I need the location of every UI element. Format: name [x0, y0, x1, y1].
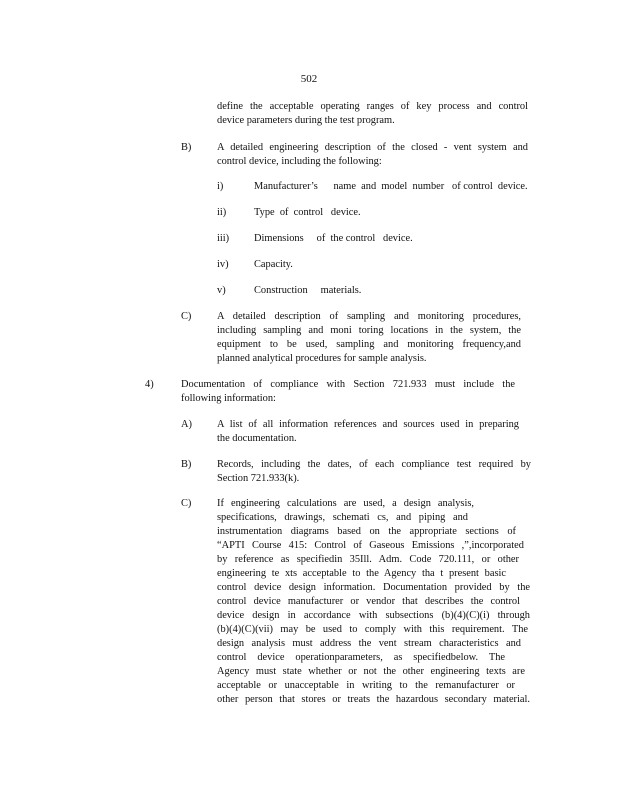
text-line: planned analytical procedures for sample analysis.	[217, 353, 427, 364]
text-line: (b)(4)(C)(vii) may be used to comply with this requirement. The	[217, 624, 528, 635]
text-line: control device design information. Documentation provided by the	[217, 582, 530, 593]
item-label-4: 4)	[145, 379, 154, 390]
text-line: If engineering calculations are used, a design analysis,	[217, 498, 474, 509]
text-line: device design in accordance with subsections (b)(4)(C)(i) through	[217, 610, 530, 621]
text-line: engineering te xts acceptable to the Agency tha t present basic	[217, 568, 506, 579]
subitem-label-iv: iv)	[217, 259, 229, 270]
text-line: equipment to be used, sampling and monitoring frequency,and	[217, 339, 521, 350]
paragraph-4a	[217, 418, 519, 446]
subitem-label-iii: iii)	[217, 233, 230, 244]
text-line: “APTI Course 415: Control of Gaseous Emissions ,”,incorporated	[217, 540, 524, 551]
text-line: Documentation of compliance with Section 721.933 must include the	[181, 379, 515, 390]
text-line: acceptable or unacceptable in writing to the remanufacturer or	[217, 680, 515, 691]
text-line: instrumentation diagrams based on the appropriate sections of	[217, 526, 516, 537]
paragraph-b	[217, 141, 528, 169]
text-line: control device operationparameters, as specifiedbelow. The	[217, 652, 505, 663]
paragraph-4b	[217, 458, 531, 486]
text-line: control device, including the following:	[217, 156, 382, 167]
page-number: 502	[300, 73, 318, 85]
subitem-text-ii: Type of control device.	[254, 207, 361, 218]
text-line: other person that stores or treats the hazardous secondary material.	[217, 694, 530, 705]
text-line: Section 721.933(k).	[217, 473, 300, 484]
text-line: control device manufacturer or vendor that describes the control	[217, 596, 520, 607]
text-line: A detailed engineering description of the closed - vent system and	[217, 142, 528, 153]
subitem-text-v: Construction materials.	[254, 285, 362, 296]
text-line: following information:	[181, 393, 276, 404]
item-label-4b: B)	[181, 459, 192, 470]
subitem-label-i: i)	[217, 181, 224, 192]
text-line: by reference as specifiedin 35Ill. Adm. Code 720.111, or other	[217, 554, 519, 565]
subitem-text-i: Manufacturer’s name and model number of control device.	[254, 181, 528, 192]
text-line: define the acceptable operating ranges of key process and control	[217, 101, 528, 112]
intro-paragraph	[217, 100, 528, 128]
paragraph-c	[217, 310, 521, 366]
paragraph-4c	[217, 497, 530, 707]
text-line: A list of all information references and sources used in preparing	[217, 419, 519, 430]
text-line: design analysis must address the vent stream characteristics and	[217, 638, 521, 649]
subitem-label-ii: ii)	[217, 207, 227, 218]
text-line: the documentation.	[217, 433, 297, 444]
subitem-text-iv: Capacity.	[254, 259, 293, 270]
item-label-b: B)	[181, 142, 192, 153]
text-line: device parameters during the test program.	[217, 115, 395, 126]
paragraph-4	[181, 378, 515, 406]
item-label-c: C)	[181, 311, 192, 322]
item-label-4a: A)	[181, 419, 192, 430]
text-line: A detailed description of sampling and monitoring procedures,	[217, 311, 521, 322]
text-line: Records, including the dates, of each compliance test required by	[217, 459, 531, 470]
subitem-text-iii: Dimensions of the control device.	[254, 233, 413, 244]
text-line: Agency must state whether or not the other engineering texts are	[217, 666, 525, 677]
text-line: specifications, drawings, schemati cs, and piping and	[217, 512, 468, 523]
item-label-4c: C)	[181, 498, 192, 509]
subitem-label-v: v)	[217, 285, 226, 296]
text-line: including sampling and moni toring locations in the system, the	[217, 325, 521, 336]
